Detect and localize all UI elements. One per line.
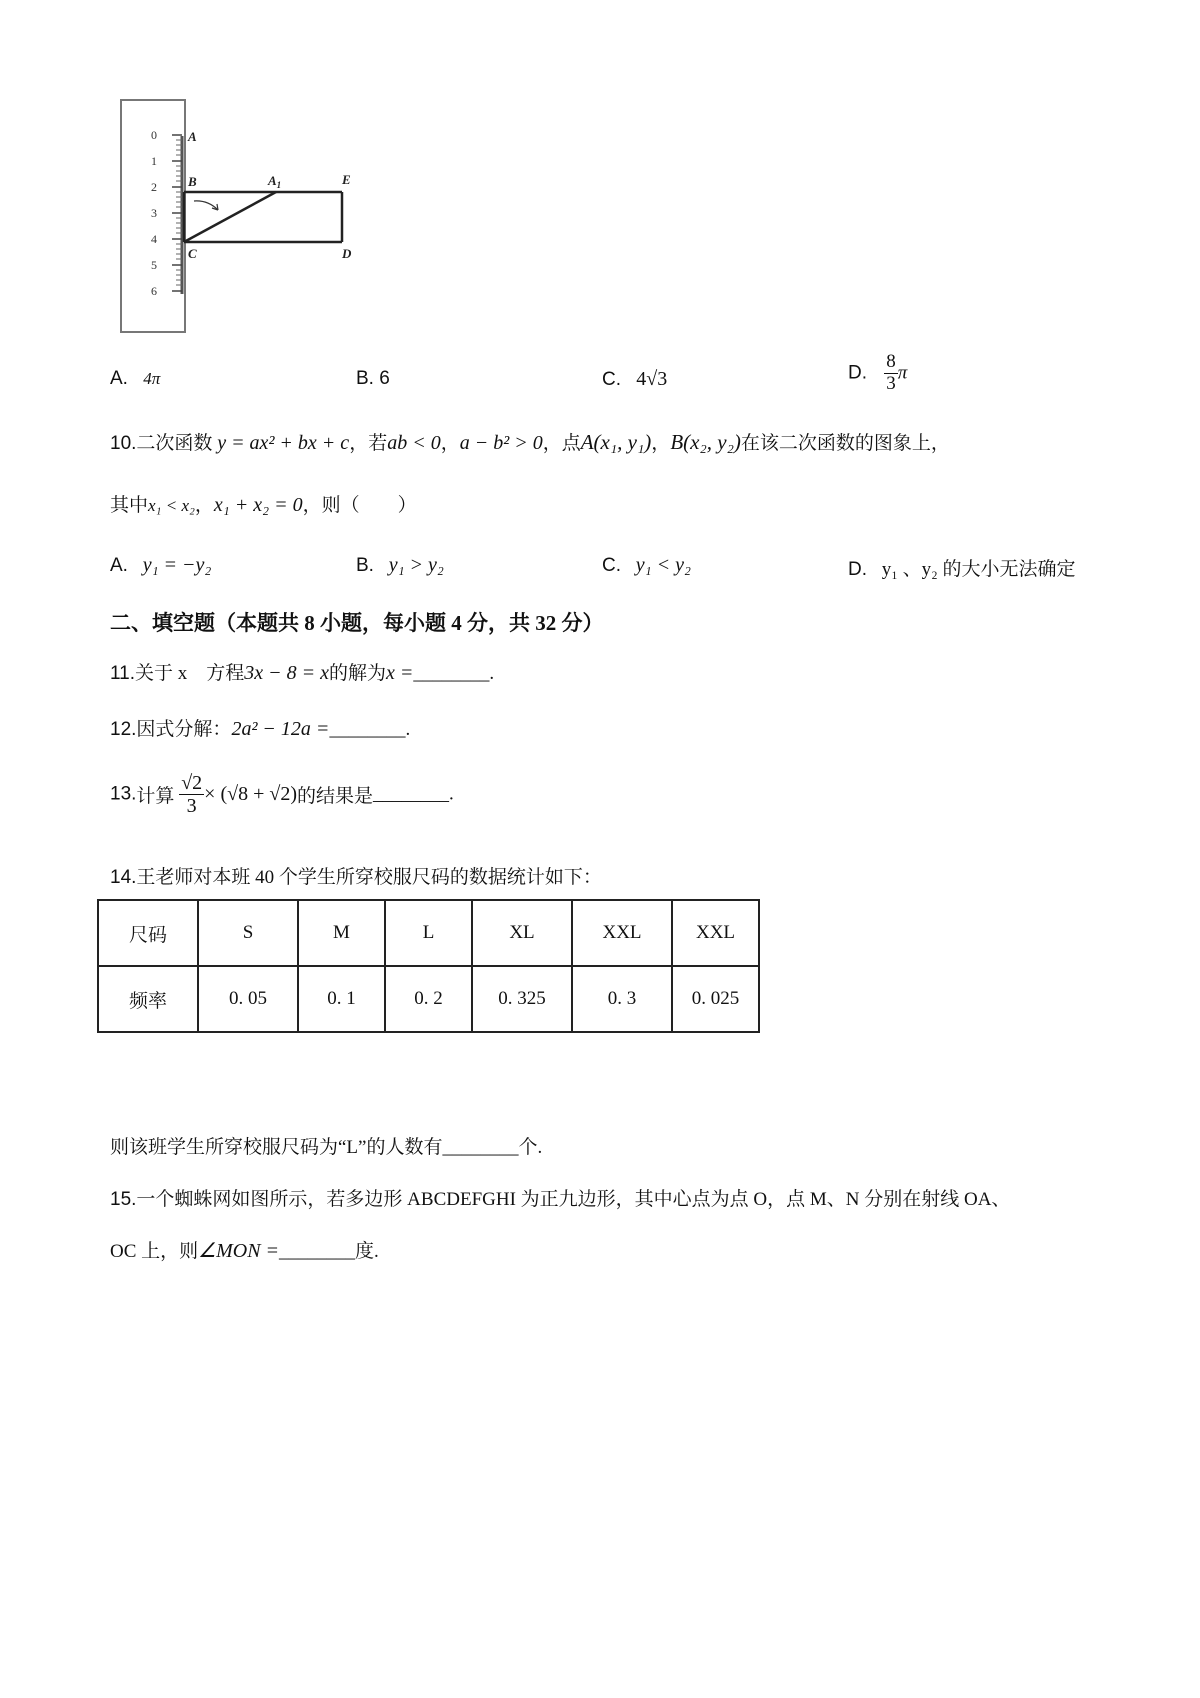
table-cell: S	[198, 900, 298, 966]
q11	[110, 658, 494, 685]
table-row	[98, 900, 759, 966]
option-label: D.	[848, 559, 867, 580]
ruler-figure	[118, 96, 378, 336]
option-value: 6	[379, 368, 390, 389]
table-cell: 0. 325	[472, 966, 572, 1032]
tick-label-4: 4	[151, 232, 157, 246]
q10-option-c[interactable]	[602, 554, 691, 577]
question-number: 14.	[110, 867, 137, 888]
point-b: B(x₂, y₂)	[670, 430, 741, 454]
table-cell: XXL	[672, 900, 759, 966]
text: ，	[440, 433, 460, 454]
point-label-d: D	[342, 246, 352, 261]
text: 计算	[136, 786, 175, 807]
numerator: √2	[181, 772, 203, 794]
size-frequency-table	[97, 899, 760, 1033]
option-label: A.	[110, 555, 128, 576]
q10-stem-line2	[110, 490, 417, 517]
table-cell: 频率	[98, 966, 198, 1032]
text: ，则（ ）	[302, 495, 417, 516]
table-cell: XXL	[572, 900, 672, 966]
tick-label-3: 3	[151, 206, 157, 220]
table-cell: M	[298, 900, 385, 966]
text: OC 上，则	[110, 1241, 199, 1262]
answer-blank[interactable]: ________	[373, 783, 450, 805]
text: 个.	[518, 1137, 543, 1158]
denominator: 3	[186, 795, 197, 817]
option-label: A.	[110, 368, 128, 389]
table-cell: 尺码	[98, 900, 198, 966]
q9-option-c[interactable]	[602, 368, 667, 391]
text: 一个蜘蛛网如图所示，若多边形 ABCDEFGHI 为正九边形，其中心点为点 O，点 M、N 分别在射线 OA、	[136, 1189, 1011, 1210]
table-cell: 0. 2	[385, 966, 472, 1032]
text: ，点	[542, 433, 581, 454]
text: 因式分解：	[136, 719, 232, 740]
option-value: y₁ < y₂	[635, 554, 691, 576]
table-cell: 0. 3	[572, 966, 672, 1032]
text: 度.	[355, 1241, 379, 1262]
option-label: B.	[356, 555, 374, 576]
q10-option-d[interactable]	[848, 554, 1076, 581]
option-value: y₁ > y₂	[388, 554, 444, 576]
table-row	[98, 966, 759, 1032]
point-label-a: A	[188, 129, 197, 144]
option-label: C.	[602, 369, 621, 390]
q9-option-b[interactable]	[356, 368, 390, 390]
text: .	[449, 783, 454, 805]
answer-blank[interactable]: ________	[329, 719, 406, 740]
variable: x =	[386, 662, 414, 684]
numerator: 8	[886, 351, 896, 372]
point-a: A(x₁, y₁)	[580, 430, 652, 454]
text: ，若	[349, 433, 388, 454]
option-value: 4√3	[636, 368, 668, 390]
question-number: 13.	[110, 783, 137, 805]
equation: 3x − 8 = x	[244, 662, 330, 684]
tick-label-5: 5	[151, 258, 157, 272]
point-label-a1: $A_1$	[268, 173, 282, 190]
q9-option-d[interactable]	[848, 352, 907, 395]
tick-label-2: 2	[151, 180, 157, 194]
stem-text: 二次函数	[136, 433, 213, 454]
table-cell: XL	[472, 900, 572, 966]
text: 其中	[110, 495, 149, 516]
question-number: 12.	[110, 719, 137, 740]
q10-option-a[interactable]	[110, 554, 211, 577]
text: 王老师对本班 40 个学生所穿校服尺码的数据统计如下：	[136, 867, 602, 888]
q14-stem	[110, 862, 602, 889]
text: 的结果是	[297, 786, 374, 807]
pi-symbol: π	[897, 362, 908, 384]
section-heading	[110, 607, 604, 637]
q14-question	[110, 1132, 542, 1159]
q9-option-a[interactable]	[110, 368, 160, 390]
inequality: x₁ < x₂	[148, 496, 195, 515]
text: 则该班学生所穿校服尺码为“L”的人数有	[110, 1137, 443, 1158]
expression: × (√8 + √2)	[204, 783, 298, 805]
tick-label-6: 6	[151, 284, 157, 298]
question-number: 11.	[110, 663, 136, 684]
point-label-e: E	[342, 172, 351, 187]
option-label: D.	[848, 362, 867, 384]
point-label-b: B	[188, 174, 197, 189]
inequality: ab < 0	[387, 432, 441, 454]
fraction	[884, 352, 898, 395]
q15-line2	[110, 1236, 379, 1263]
question-number: 10.	[110, 433, 137, 454]
q13	[110, 772, 454, 817]
expression: 2a² − 12a =	[231, 718, 330, 740]
inequality: a − b² > 0	[459, 432, 543, 454]
text: 在该二次函数的图象上，	[740, 433, 950, 454]
rectangle-bced	[184, 192, 342, 242]
text: .	[405, 719, 411, 740]
table-cell: L	[385, 900, 472, 966]
q15-line1	[110, 1184, 1010, 1211]
q12	[110, 714, 410, 741]
fraction	[179, 772, 204, 817]
angle-expression: ∠MON =	[198, 1240, 280, 1262]
option-value: y₁ 、y₂ 的大小无法确定	[881, 559, 1076, 580]
text: 关于 x 方程	[135, 663, 245, 684]
equation: y = ax² + bx + c	[217, 432, 350, 454]
section-title: 二、填空题（本题共 8 小题，每小题 4 分，共 32 分）	[110, 611, 604, 635]
answer-blank[interactable]: ________	[413, 663, 490, 684]
point-label-c: C	[188, 246, 197, 261]
tick-label-0: 0	[151, 128, 157, 142]
denominator: 3	[886, 372, 896, 394]
equation: x₁ + x₂ = 0	[213, 494, 303, 516]
option-label: C.	[602, 555, 621, 576]
text: .	[489, 663, 495, 684]
table-cell: 0. 1	[298, 966, 385, 1032]
text: ，	[194, 495, 214, 516]
answer-blank[interactable]: ________	[279, 1241, 356, 1262]
text: 的解为	[329, 663, 387, 684]
text: ，	[651, 433, 671, 454]
question-number: 15.	[110, 1189, 137, 1210]
q10-stem-line1	[110, 428, 950, 455]
q10-option-b[interactable]	[356, 554, 444, 577]
option-value: 4π	[143, 369, 161, 388]
answer-blank[interactable]: ________	[442, 1137, 519, 1158]
table-cell: 0. 025	[672, 966, 759, 1032]
option-value: y₁ = −y₂	[142, 554, 212, 576]
tick-label-1: 1	[151, 154, 157, 168]
option-label: B.	[356, 368, 374, 389]
table-cell: 0. 05	[198, 966, 298, 1032]
